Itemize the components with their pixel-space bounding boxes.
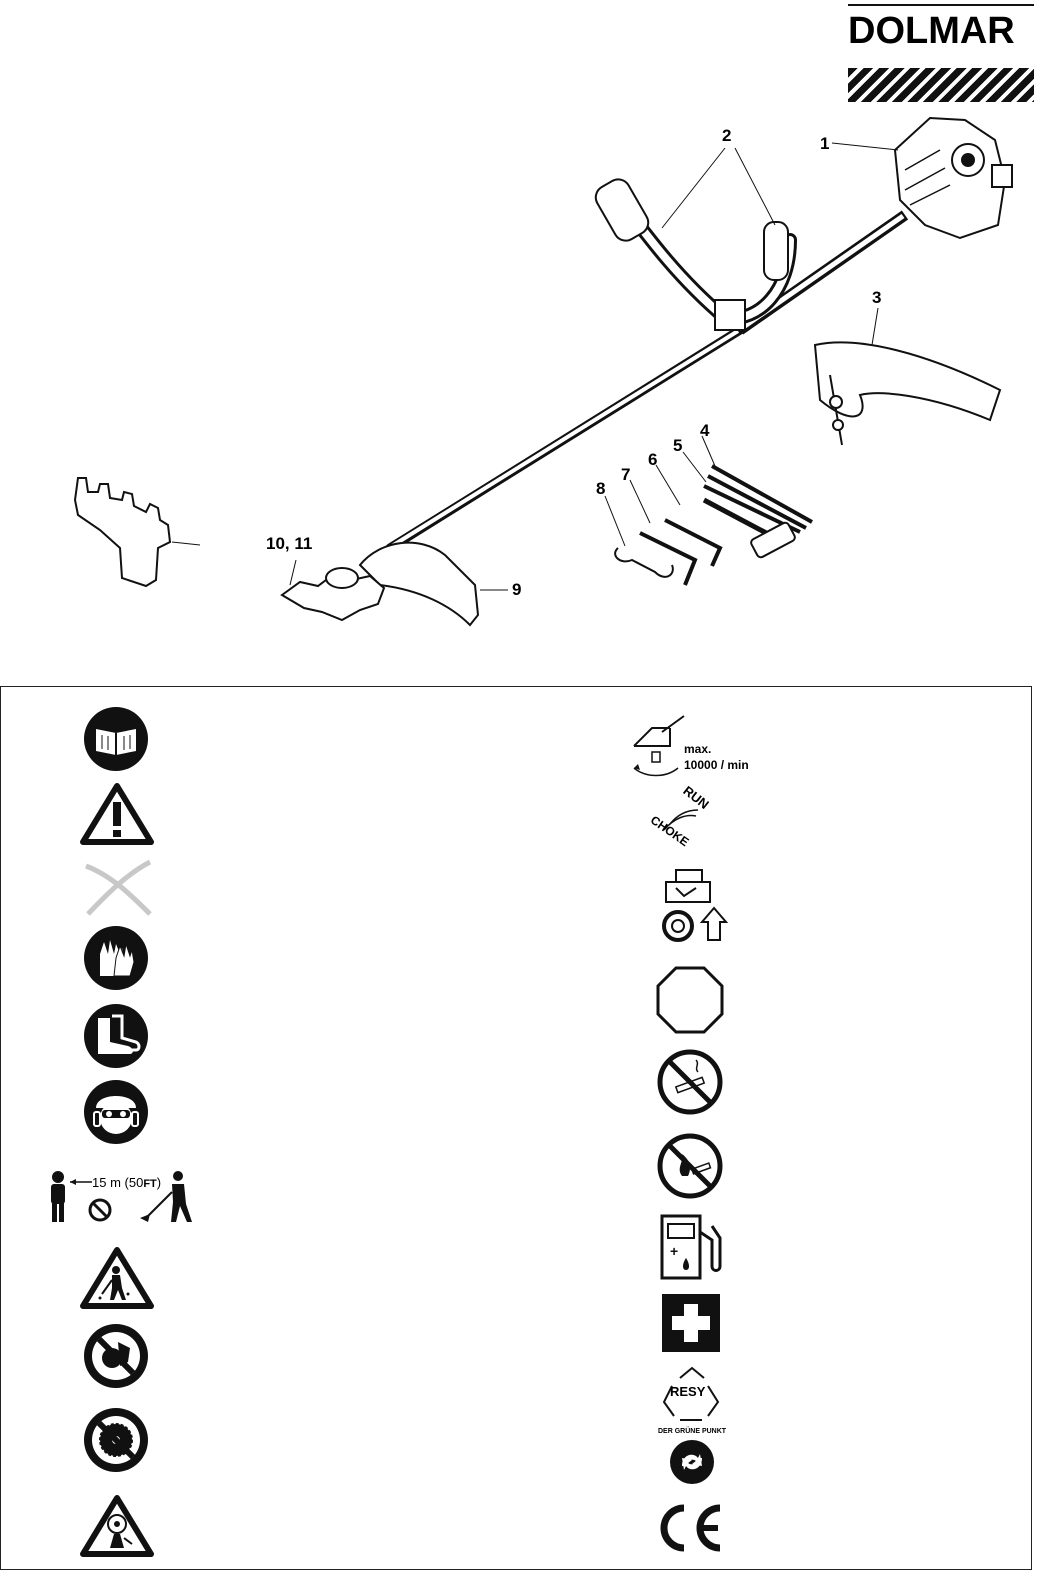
no-smoking-icon <box>656 1048 724 1116</box>
brand-logo: DOLMAR <box>848 10 1015 52</box>
svg-text:+: + <box>670 1243 679 1259</box>
no-blade-contact-icon <box>82 1322 150 1390</box>
read-manual-icon <box>82 705 150 773</box>
fuel-pump-icon <box>658 1212 724 1282</box>
callout-10-11: 10, 11 <box>266 534 313 553</box>
max-label: max. <box>684 742 712 756</box>
no-open-flame-icon <box>656 1132 724 1200</box>
gruener-punkt-label: DER GRÜNE PUNKT <box>658 1428 727 1435</box>
no-saw-blade-icon <box>82 1406 150 1474</box>
choke-label: CHOKE <box>647 812 692 850</box>
wear-gloves-icon <box>82 924 150 992</box>
callout-5: 5 <box>673 436 683 455</box>
ce-mark-icon <box>652 1500 726 1556</box>
callout-7: 7 <box>621 465 631 484</box>
callout-4: 4 <box>700 421 710 440</box>
distance-label: 15 m (50FT) <box>92 1175 162 1190</box>
warning-triangle-icon <box>80 782 154 846</box>
max-rpm-icon <box>622 712 692 778</box>
callout-8: 8 <box>596 479 606 498</box>
rpm-value: 10000 / min <box>684 758 749 772</box>
callout-1: 1 <box>820 134 830 153</box>
thrown-objects-warning-icon <box>80 1246 154 1310</box>
callout-9: 9 <box>512 580 522 599</box>
primer-pump-icon <box>660 866 732 948</box>
callout-3: 3 <box>872 288 882 307</box>
symbols-panel <box>0 686 1032 1570</box>
blade-thrust-warning-icon <box>80 1494 154 1558</box>
wear-helmet-goggles-icon <box>82 1078 150 1146</box>
gruener-punkt-icon <box>658 1428 727 1488</box>
callout-2: 2 <box>722 126 732 145</box>
resy-label: RESY <box>670 1384 706 1399</box>
brushcutter-illustration <box>0 0 1040 680</box>
stop-sign-icon <box>654 964 726 1036</box>
wear-boots-icon <box>82 1002 150 1070</box>
callout-6: 6 <box>648 450 658 469</box>
run-label: RUN <box>680 782 712 813</box>
first-aid-icon <box>660 1292 722 1354</box>
prohibited-x-icon <box>82 856 154 918</box>
